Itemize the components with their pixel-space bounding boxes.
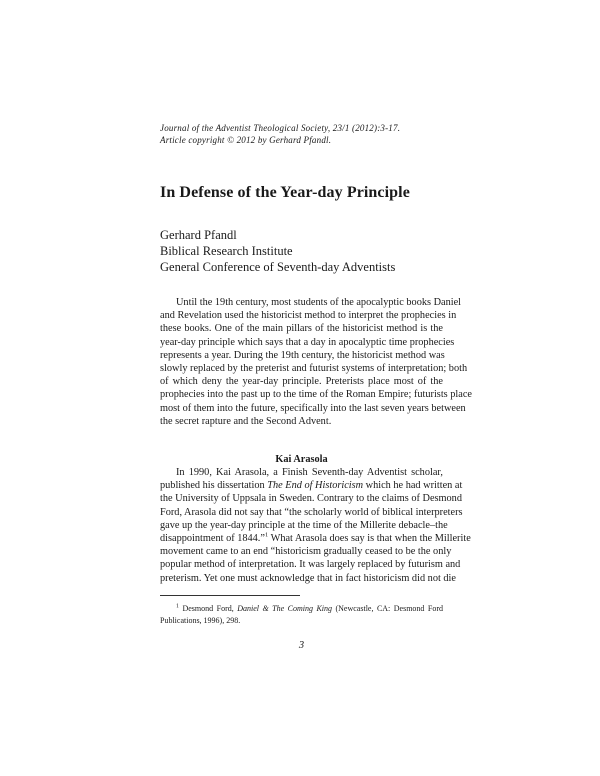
- author-affiliation-2: General Conference of Seventh-day Adventists: [160, 260, 396, 274]
- text-run: (Newcastle, CA: Desmond Ford: [332, 604, 444, 613]
- footnote: [160, 603, 443, 626]
- text-line: of which deny the year-day principle. Preterists place most of the: [160, 376, 443, 388]
- footnote-divider: [160, 595, 300, 596]
- footnote-book-title: Daniel & The Coming King: [237, 604, 333, 613]
- text-run: What Arasola does say is that when the Millerite: [268, 533, 471, 545]
- footnote-line: [160, 603, 443, 615]
- journal-header: [160, 122, 480, 146]
- text-line: preterism. Yet one must acknowledge that in fact historicism did not die: [160, 572, 456, 584]
- text-line: popular method of interpretation. It was largely replaced by futurism and: [160, 559, 461, 571]
- page-number: 3: [298, 640, 305, 651]
- text-run: which he had written at: [363, 480, 463, 492]
- text-line: prophecies into the past up to the time of the Roman Empire; futurists place: [160, 389, 472, 401]
- text-line: gave up the year-day principle at the time of the Millerite debacle–the: [160, 519, 448, 531]
- text-line: Until the 19th century, most students of the apocalyptic books Daniel: [176, 297, 462, 308]
- book-title: The End of Historicism: [267, 480, 364, 492]
- text-line: the secret rapture and the Second Advent.: [160, 415, 332, 427]
- footnote-line: Publications, 1996), 298.: [160, 615, 241, 625]
- section-heading: Kai Arasola: [275, 454, 328, 465]
- text-run: published his dissertation: [160, 480, 268, 492]
- text-line: most of them into the future, specifically into the last seven years between: [160, 402, 466, 414]
- author-block: [160, 227, 395, 275]
- footnote-reference[interactable]: 1: [264, 531, 269, 539]
- text-line: these books. One of the main pillars of the historicist method is the: [160, 323, 443, 335]
- text-run: Desmond Ford,: [179, 604, 238, 613]
- text-line: In 1990, Kai Arasola, a Finish Seventh-day Adventist scholar,: [176, 467, 443, 478]
- text-line: movement came to an end “historicism gradually ceased to be the only: [160, 546, 452, 558]
- footnote-mark: 1: [176, 603, 179, 610]
- text-line: year-day principle which says that a day in apocalyptic time prophecies: [160, 336, 455, 348]
- author-name: Gerhard Pfandl: [160, 228, 237, 242]
- text-line: slowly replaced by the preterist and futurist systems of interpretation; both: [160, 363, 468, 375]
- intro-paragraph: [160, 296, 472, 428]
- text-line: [160, 531, 471, 545]
- author-affiliation-1: Biblical Research Institute: [160, 244, 293, 258]
- text-line: represents a year. During the 19th century, the historicist method was: [160, 349, 445, 361]
- article-title: In Defense of the Year-day Principle: [160, 184, 410, 201]
- text-line: Ford, Arasola did not say that “the scholarly world of biblical interpreters: [160, 506, 463, 518]
- copyright-notice: Article copyright © 2012 by Gerhard Pfandl.: [160, 135, 332, 145]
- text-line: and Revelation used the historicist method to interpret the prophecies in: [160, 310, 457, 322]
- arasola-paragraph: [160, 466, 471, 585]
- journal-citation: Journal of the Adventist Theological Society, 23/1 (2012):3-17.: [160, 123, 401, 133]
- text-run: disappointment of 1844.”: [160, 533, 265, 545]
- text-line: the University of Uppsala in Sweden. Contrary to the claims of Desmond: [160, 493, 462, 505]
- text-line: [160, 479, 463, 492]
